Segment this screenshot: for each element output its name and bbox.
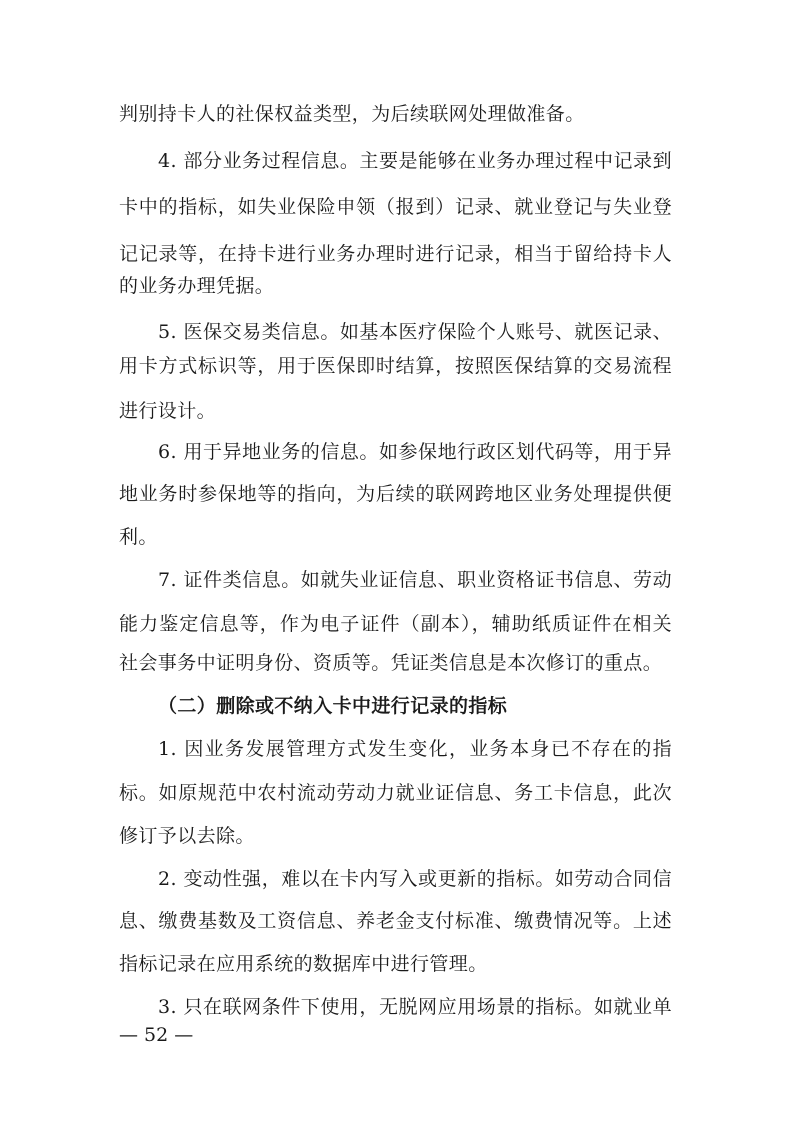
text-line: 用卡方式标识等，用于医保即时结算，按照医保结算的交易流程 — [119, 355, 672, 377]
text-line: 4. 部分业务过程信息。主要是能够在业务办理过程中记录到 — [158, 150, 672, 172]
text-line: 能力鉴定信息等，作为电子证件（副本），辅助纸质证件在相关 — [119, 613, 672, 635]
text-line: 6. 用于异地业务的信息。如参保地行政区划代码等，用于异 — [158, 441, 672, 463]
text-line: 指标记录在应用系统的数据库中进行管理。 — [119, 953, 488, 975]
text-line: 的业务办理凭据。 — [119, 275, 275, 297]
section-heading: （二）删除或不纳入卡中进行记录的指标 — [158, 695, 508, 717]
text-line: 记记录等，在持卡进行业务办理时进行记录，相当于留给持卡人 — [119, 243, 672, 265]
page-number: — 52 — — [119, 1024, 194, 1046]
text-line: 标。如原规范中农村流动劳动力就业证信息、务工卡信息，此次 — [119, 782, 672, 804]
text-line: 息、缴费基数及工资信息、养老金支付标准、缴费情况等。上述 — [119, 910, 672, 932]
text-line: 2. 变动性强，难以在卡内写入或更新的指标。如劳动合同信 — [158, 868, 672, 890]
text-line: 社会事务中证明身份、资质等。凭证类信息是本次修订的重点。 — [119, 652, 663, 674]
text-line: 1. 因业务发展管理方式发生变化，业务本身已不存在的指 — [158, 738, 672, 760]
text-line: 卡中的指标，如失业保险申领（报到）记录、就业登记与失业登 — [119, 196, 672, 218]
text-line: 修订予以去除。 — [119, 825, 255, 847]
text-line: 地业务时参保地等的指向，为后续的联网跨地区业务处理提供便 — [119, 483, 672, 505]
text-line: 利。 — [119, 526, 158, 548]
text-line: 进行设计。 — [119, 400, 217, 422]
text-line: 判别持卡人的社保权益类型，为后续联网处理做准备。 — [119, 103, 585, 125]
text-line: 5. 医保交易类信息。如基本医疗保险个人账号、就医记录、 — [158, 321, 672, 343]
text-line: 3. 只在联网条件下使用，无脱网应用场景的指标。如就业单 — [158, 996, 672, 1018]
text-line: 7. 证件类信息。如就失业证信息、职业资格证书信息、劳动 — [158, 569, 672, 591]
